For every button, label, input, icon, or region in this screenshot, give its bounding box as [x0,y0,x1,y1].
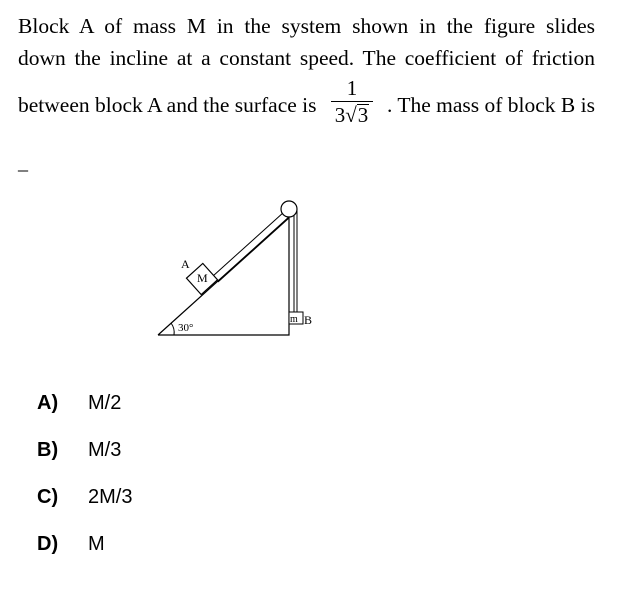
fraction-numerator: 1 [346,76,358,100]
block-a-label: A [181,257,190,271]
question-line-1: Block A of mass M in the system shown in the figure slides [18,14,595,38]
option-text: M/3 [88,439,122,461]
fraction-denominator [331,103,373,127]
answer-blank: _ [18,152,28,174]
option-label: A) [37,392,59,414]
incline-figure [150,195,330,345]
pulley-icon [281,201,297,217]
friction-fraction [331,76,373,127]
question-line-3-right: . The mass of block B is [386,93,595,117]
fraction-bar [331,101,373,102]
option-label: B) [37,439,59,461]
question-line-3-left: between block A and the surface is [18,93,317,117]
option-text: 2M/3 [88,486,133,508]
question-line-3 [18,76,595,128]
string-incline [213,212,284,276]
question-text [18,10,595,128]
angle-arc [171,323,174,335]
block-b-mass-label: m [290,314,298,325]
option-label: D) [37,533,59,555]
block-b-label: B [304,313,313,327]
angle-label: 30° [178,322,194,334]
block-a-mass-label: M [197,271,208,285]
incline-triangle [158,217,289,335]
question-line-2: down the incline at a constant speed. The coefficient of friction [18,46,595,70]
denominator-coefficient: 3 [334,103,346,127]
option-label: C) [37,486,59,508]
option-text: M/2 [88,392,122,414]
denominator-radicand: 3 [357,103,369,127]
sqrt-icon: √ [345,103,357,127]
string-incline-2 [218,218,289,282]
option-text: M [88,533,105,555]
